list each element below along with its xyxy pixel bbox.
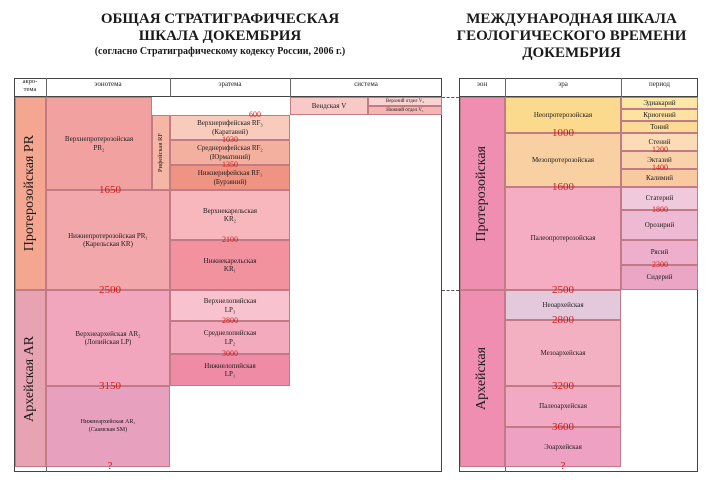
eratema-middle-riphean: Среднерифейская RF₂ (Юрматиний)	[170, 140, 290, 165]
era-mesoproterozoic: Мезопротерозойская	[505, 133, 621, 187]
eon-archean-label: Архейская	[474, 347, 490, 410]
era-paleoproterozoic: Палеопротерозойская	[505, 187, 621, 290]
period-ediacaran: Эдиакарий	[621, 97, 698, 109]
header-eon: эон	[476, 80, 488, 88]
right-col-divider-2	[621, 78, 622, 97]
left-col-divider-2	[170, 78, 171, 97]
header-period: период	[649, 80, 670, 88]
eonotema-lower-archean: Нижнеархейская AR₁ (Саамская SM)	[46, 386, 170, 467]
era-mesoarchean: Мезоархейская	[505, 320, 621, 386]
left-col-divider-3	[290, 78, 291, 97]
age-label-1800: 1800	[652, 205, 668, 214]
age-label-1600: 1600	[552, 181, 574, 193]
eratema-upper-lopian: Верхнелопийская LP₃	[170, 290, 290, 321]
akrotema-archean	[15, 290, 46, 467]
age-label-2500-left: 2500	[99, 284, 121, 296]
connector-dash-1000	[442, 97, 459, 98]
age-label-3200: 3200	[552, 380, 574, 392]
left-title-line2: ШКАЛА ДОКЕМБРИЯ	[138, 28, 302, 44]
eratema-lower-karelian: Нижнекарельская KR₁	[170, 240, 290, 290]
header-eratema: эратема	[218, 80, 242, 88]
eonotema-upper-proterozoic: Верхнепротерозойская PR₂	[46, 97, 152, 190]
right-title-line3: ДОКЕМБРИЯ	[522, 45, 621, 61]
period-siderian: Сидерий	[621, 265, 698, 290]
age-label-1650: 1650	[99, 184, 121, 196]
age-label-1350: 1350	[222, 160, 238, 169]
period-orosirian: Орозирий	[621, 210, 698, 240]
riphean-label: Рифейская RF	[157, 132, 165, 173]
header-era: эра	[558, 80, 568, 88]
eratema-lower-riphean: Нижнерифейская RF₁ (Бурзяний)	[170, 165, 290, 190]
age-label-1000: 1000	[552, 127, 574, 139]
age-label-unknown-left: ?	[107, 460, 113, 472]
era-neoarchean: Неоархейская	[505, 290, 621, 320]
right-title	[444, 12, 699, 61]
eon-proterozoic-label: Протерозойская	[474, 145, 490, 242]
period-cryogenian: Криогений	[621, 109, 698, 121]
eonotema-lower-proterozoic: Нижнепротерозойская PR₁ (Карельская KR)	[46, 190, 170, 290]
akrotema-proterozoic	[15, 97, 46, 290]
left-title-line1: ОБЩАЯ СТРАТИГРАФИЧЕСКАЯ	[100, 11, 340, 27]
eon-proterozoic	[460, 97, 505, 290]
akrotema-archean-label: Архейская AR	[22, 335, 38, 422]
age-label-3150: 3150	[99, 380, 121, 392]
header-akrotema: акро- тема	[22, 78, 38, 93]
vendian-system: Вендская V	[290, 97, 368, 115]
era-eoarchean: Эоархейская	[505, 427, 621, 467]
age-label-1030: 1030	[222, 135, 238, 144]
age-label-2500-right: 2500	[552, 284, 574, 296]
eratema-upper-karelian: Верхнекарельская KR₂	[170, 190, 290, 240]
age-label-1400: 1400	[652, 163, 668, 172]
period-ectasian: Эктазий	[621, 151, 698, 169]
age-label-2300: 2300	[652, 260, 668, 269]
right-title-line1: МЕЖДУНАРОДНАЯ ШКАЛА	[466, 11, 677, 27]
age-label-2100: 2100	[222, 235, 238, 244]
right-title-line2: ГЕОЛОГИЧЕСКОГО ВРЕМЕНИ	[456, 28, 687, 44]
era-paleoarchean: Палеоархейская	[505, 386, 621, 427]
eratema-middle-lopian: Среднелопийская LP₂	[170, 321, 290, 354]
age-label-1200: 1200	[652, 145, 668, 154]
header-eonotema: эонотема	[94, 80, 122, 88]
riphean	[152, 115, 170, 190]
age-label-600: 600	[249, 110, 261, 119]
left-title	[60, 12, 380, 57]
age-label-2800-right: 2800	[552, 314, 574, 326]
age-label-unknown-right: ?	[560, 460, 566, 472]
akrotema-proterozoic-label: Протерозойская PR	[22, 135, 38, 252]
eratema-upper-riphean: Верхнерифейская RF₃ (Каратавий)	[170, 115, 290, 140]
period-tonian: Тоний	[621, 121, 698, 133]
left-title-line3: (согласно Стратиграфическому кодексу России, 2006 г.)	[94, 46, 346, 57]
age-label-3000: 3000	[222, 349, 238, 358]
period-statherian: Статерий	[621, 187, 698, 210]
period-rhyacian: Рясий	[621, 240, 698, 265]
age-label-2800-left: 2800	[222, 316, 238, 325]
vendian-lower: Нижний отдел V₁	[368, 106, 442, 115]
period-stenian: Стений	[621, 133, 698, 151]
eon-archean	[460, 290, 505, 467]
period-calymmian: Калимий	[621, 169, 698, 187]
header-sistema: система	[354, 80, 378, 88]
vendian-upper: Верхний отдел V₂	[368, 97, 442, 106]
eonotema-upper-archean: Верхнеархейская AR₂ (Лопийская LP)	[46, 290, 170, 386]
era-neoproterozoic: Неопротерозойская	[505, 97, 621, 133]
age-label-3600: 3600	[552, 421, 574, 433]
connector-dash-2500	[442, 290, 459, 291]
eratema-lower-lopian: Нижнелопийская LP₁	[170, 354, 290, 386]
